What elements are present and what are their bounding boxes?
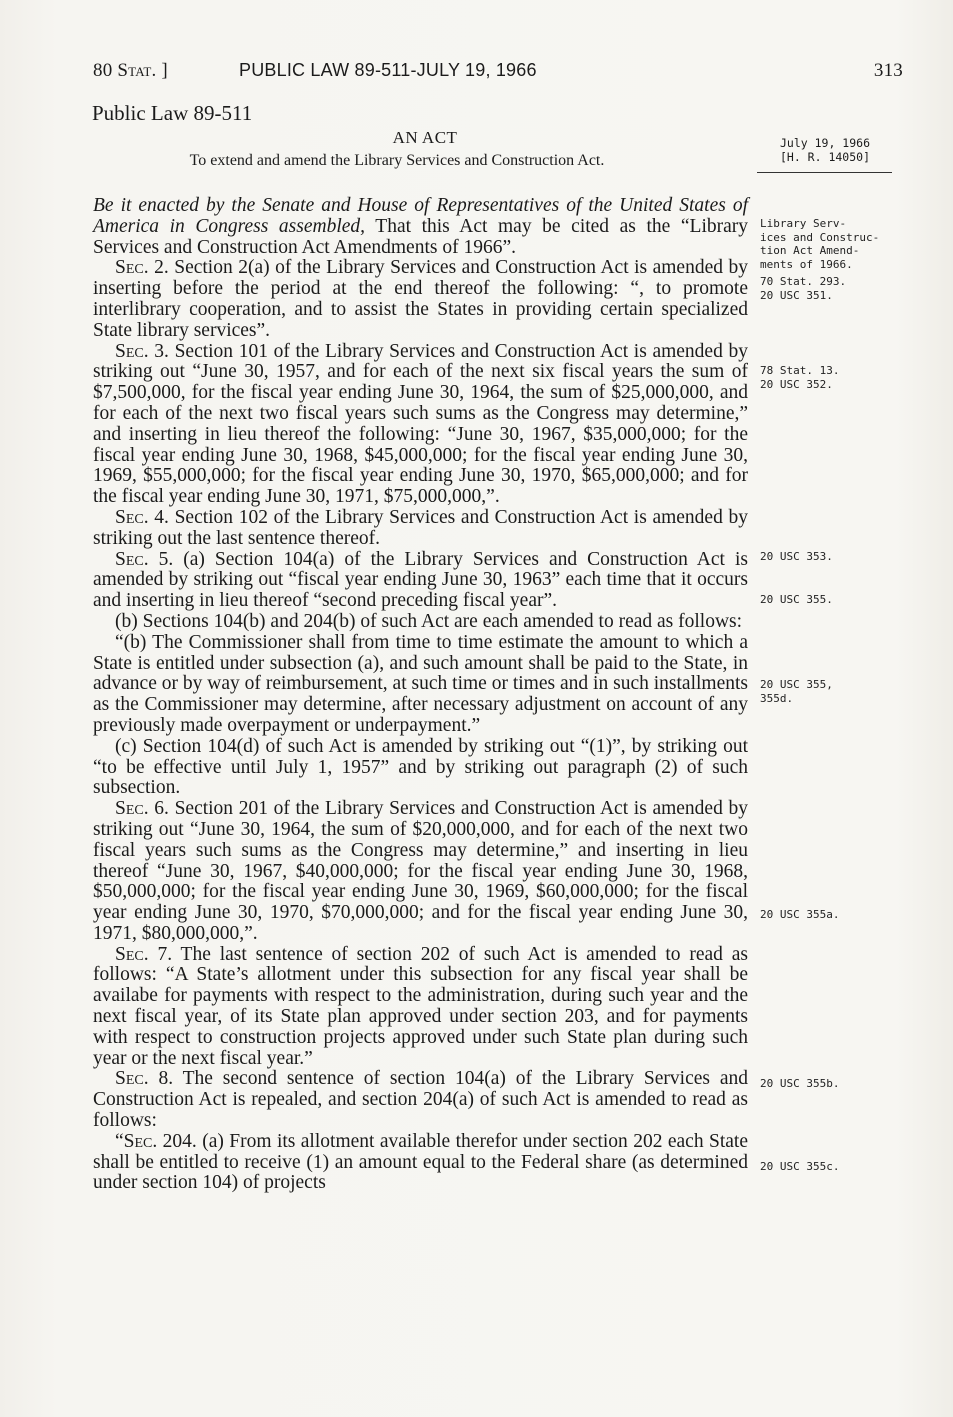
act-body <box>93 196 748 1194</box>
margin-note-sec3-text: 78 Stat. 13. 20 USC 352. <box>760 364 840 391</box>
margin-note-short-title-text: Library Serv- ices and Construc- tion Act Amend- ments of 1966. <box>760 217 880 271</box>
section-8-label: Sec. 8. <box>115 1068 174 1090</box>
enactment-date: July 19, 1966 <box>779 136 870 150</box>
stat-volume: 80 <box>93 60 113 81</box>
margin-note-short-title <box>760 217 895 271</box>
margin-note-sec7b <box>760 1160 895 1174</box>
section-7-label: Sec. 7. <box>115 943 173 965</box>
public-law-heading: Public Law 89-511 <box>92 101 253 125</box>
margin-note-sec5a-text: 20 USC 355. <box>760 593 833 606</box>
section-7 <box>93 945 748 1070</box>
section-8-text: The second sentence of section 104(a) of the Library Services and Construction Act is repealed, and section 204(a) of such Act is amended to read as follows: <box>93 1068 748 1132</box>
margin-note-sec5b <box>760 678 895 705</box>
section-5a <box>93 550 748 612</box>
margin-note-sec7 <box>760 1077 895 1091</box>
section-204-label: Sec. 204. <box>123 1130 197 1152</box>
section-4-text: Section 102 of the Library Services and Construction Act is amended by striking out the last sentence thereof. <box>93 506 748 549</box>
an-act-title: AN ACT <box>392 128 458 147</box>
section-5-label: Sec. 5. <box>115 548 174 570</box>
margin-note-sec4 <box>760 550 895 564</box>
section-204-text: (a) From its allotment available therefor under section 202 each State shall be entitled to receive (1) an amount equal to the Federal share (as determined under section 104) of projects <box>93 1130 748 1194</box>
law-and-date: PUBLIC LAW 89-511-JULY 19, 1966 <box>239 60 537 80</box>
enacting-clause <box>93 196 748 258</box>
page-number: 313 <box>873 60 903 81</box>
section-204-amended <box>93 1132 748 1194</box>
section-8 <box>93 1069 748 1131</box>
section-7-text: The last sentence of section 202 of such Act is amended to read as follows: “A State’s allotment under this subsection for any fiscal year shall be availabe for payments with respect to the administration, during such year and the next fiscal year, of its State plan approved under section 203, and for payments with respect to construction projects approved under such State plan during such year or the next fiscal year.” <box>93 943 748 1069</box>
section-3 <box>93 342 748 508</box>
section-6 <box>93 799 748 945</box>
margin-note-sec3 <box>760 364 895 391</box>
date-block <box>760 136 890 164</box>
section-3-label: Sec. 3. <box>115 340 169 362</box>
margin-note-sec7-text: 20 USC 355b. <box>760 1077 840 1090</box>
enacting-clause-italic: Be it enacted by the Senate and House of Representatives of the United States of America in Congress assembled, <box>93 195 748 237</box>
section-5c: (c) Section 104(d) of such Act is amended by striking out “(1)”, by striking out “to be effective until July 1, 1957” and by striking out paragraph (2) of such subsection. <box>93 735 748 799</box>
section-6-text: Section 201 of the Library Services and Construction Act is amended by striking out “June 30, 1964, the sum of $20,000,000, and for each of the next two fiscal years such sums as the Congress may determine,” and inserting in lieu thereof “June 30, 1967, $40,000,000; for the fiscal year ending June 30, 1968, $50,000,000; for the fiscal year ending June 30, 1969, $60,000,000; for the fiscal year ending June 30, 1970, $70,000,000; and for the fiscal year ending June 30, 1971, $80,000,000,”. <box>93 798 748 944</box>
section-5b-quote: “(b) The Commissioner shall from time to time estimate the amount to which a State is entitled under subsection (a), and such amount shall be paid to the State, in advance or by way of reimbursement, at such time or times and in such installments as the Commissioner may determine, after necessary adjustment on account of any previously made overpayment or underpayment.” <box>93 631 748 736</box>
enacting-clause-text: That this Act may be cited as the “Library Services and Construction Act Amendments of 1966”. <box>93 215 748 258</box>
margin-note-sec5a <box>760 593 895 607</box>
section-2-label: Sec. 2. <box>115 257 169 279</box>
bill-number: [H. R. 14050] <box>779 150 870 164</box>
margin-note-sec6 <box>760 908 895 922</box>
stat-label: Stat. <box>117 60 157 81</box>
margin-note-sec5b-text: 20 USC 355, 355d. <box>760 678 833 705</box>
date-divider <box>757 172 892 173</box>
section-204-open-quote: “ <box>115 1130 124 1152</box>
act-purpose: To extend and amend the Library Services and Construction Act. <box>189 152 605 169</box>
margin-note-sec2-text: 70 Stat. 293. 20 USC 351. <box>760 275 847 302</box>
section-4 <box>93 508 748 550</box>
stat-reference: 80 Stat. ] <box>93 60 168 81</box>
section-5b: (b) Sections 104(b) and 204(b) of such Act are each amended to read as follows: <box>115 610 743 632</box>
section-2 <box>93 258 748 341</box>
margin-note-sec6-text: 20 USC 355a. <box>760 908 840 921</box>
section-5a-text: (a) Section 104(a) of the Library Services and Construction Act is amended by striking out “fiscal year ending June 30, 1963” each time that it occurs and inserting in lieu thereof “second preceding fiscal year”. <box>93 548 748 612</box>
section-6-label: Sec. 6. <box>115 798 169 820</box>
section-2-text: Section 2(a) of the Library Services and Construction Act is amended by inserting before the period at the end thereof the following: “, to promote interlibrary cooperation, and to assist the States in providing certain specialized State library services”. <box>93 257 748 341</box>
section-4-label: Sec. 4. <box>115 506 169 528</box>
margin-note-sec7b-text: 20 USC 355c. <box>760 1160 840 1173</box>
margin-note-sec2 <box>760 275 895 302</box>
margin-note-sec4-text: 20 USC 353. <box>760 550 833 563</box>
section-3-text: Section 101 of the Library Services and Construction Act is amended by striking out “June 30, 1957, and for each of the next six fiscal years the sum of $7,500,000, for the fiscal year ending June 30, 1964, the sum of $25,000,000, and for each of the next two fiscal years such sums as the Congress may determine,” and inserting in lieu thereof the following: “June 30, 1967, $35,000,000; for the fiscal year ending June 30, 1968, $45,000,000; for the fiscal year ending June 30, 1969, $55,000,000; for the fiscal year ending June 30, 1970, $65,000,000; and for the fiscal year ending June 30, 1971, $75,000,000,”. <box>93 340 748 508</box>
